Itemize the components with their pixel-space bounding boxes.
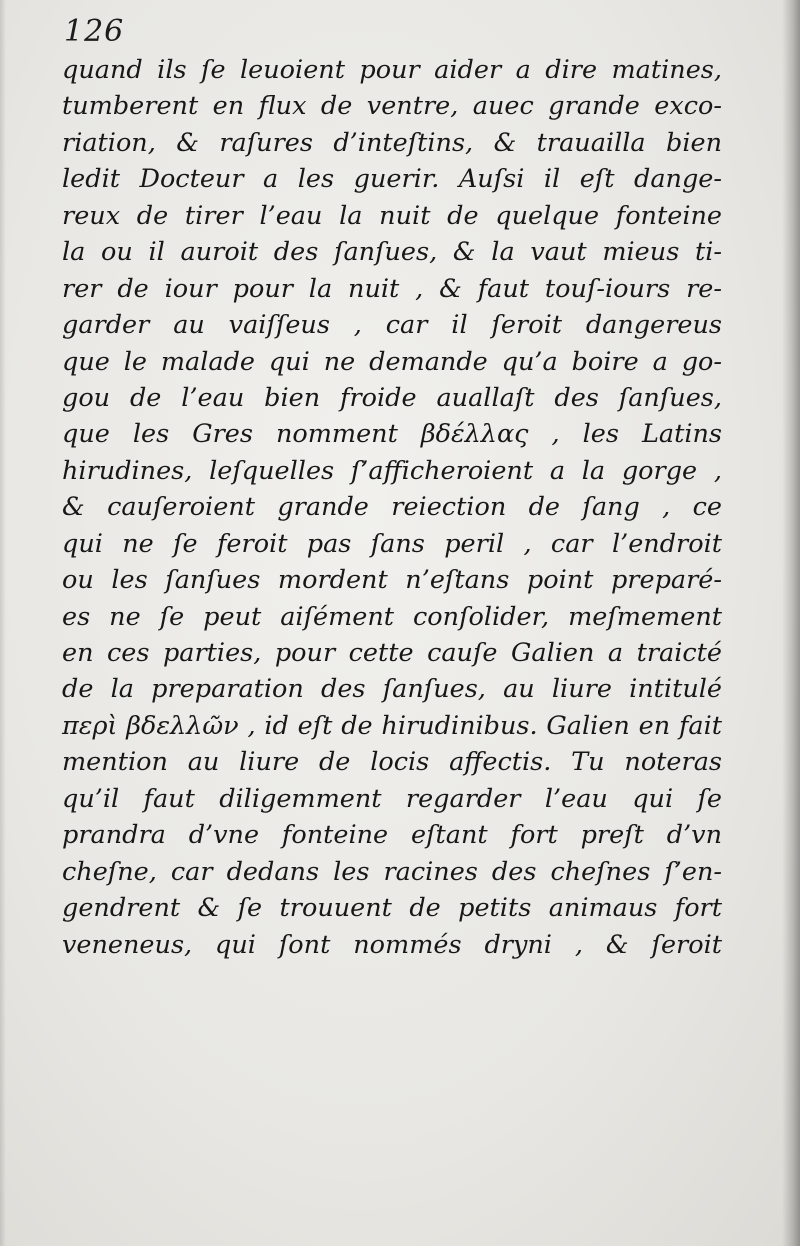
text-line: quand ils ſe leuoient pour aider a dire matines, [62, 55, 722, 85]
text-line: ou les ſanſues mordent n’eſtans point preparé- [62, 565, 722, 596]
text-line: περὶ βδελλῶν , id eſt de hirudinibus. Galien en fait [62, 710, 722, 741]
binding-shadow [782, 0, 800, 1246]
text-line: gou de l’eau bien froide auallaſt des ſanſues, [62, 382, 722, 413]
text-line: prandra d’vne fonteine eſtant fort preſt d’vn [62, 820, 722, 851]
text-line: qu’il faut diligemment regarder l’eau qui ſe [62, 783, 722, 814]
text-line: hirudines, leſquelles ſ’afficheroient a la gorge , [62, 455, 722, 486]
text-line: de la preparation des ſanſues, au liure intitulé [62, 674, 722, 705]
body-text [62, 52, 722, 963]
page-number: 126 [64, 14, 125, 49]
text-line: la ou il auroit des ſanſues, & la vaut mieus ti- [62, 237, 722, 268]
text-line: que le malade qui ne demande qu’a boire a go- [62, 346, 722, 377]
text-line: riation, & raſures d’inteſtins, & trauailla bien [62, 127, 722, 158]
text-line: ledit Docteur a les guerir. Auſsi il eſt dange- [62, 164, 722, 195]
text-line: & cauſeroient grande reiection de ſang , ce [62, 492, 722, 523]
text-line: que les Gres nomment βδέλλας , les Latins [62, 419, 722, 450]
text-line: qui ne ſe feroit pas ſans peril , car l’endroit [62, 528, 722, 559]
text-line: gendrent & ſe trouuent de petits animaus fort [62, 893, 722, 924]
text-line: en ces parties, pour cette cauſe Galien a traicté [62, 638, 722, 668]
text-line: mention au liure de locis affectis. Tu noteras [62, 747, 722, 778]
text-line: rer de iour pour la nuit , & faut touſ-iours re- [62, 273, 722, 304]
text-line: veneneus, qui ſont nommés dryni , & ſeroit [62, 929, 722, 960]
text-line: reux de tirer l’eau la nuit de quelque fonteine [62, 200, 722, 231]
page-left-edge [0, 0, 6, 1246]
text-line: garder au vaiſſeus , car il ſeroit dangereus [62, 310, 722, 341]
text-line: tumberent en flux de ventre, auec grande exco- [62, 91, 722, 122]
text-line: cheſne, car dedans les racines des cheſnes ſ’en- [62, 856, 722, 887]
text-line: es ne ſe peut aiſément conſolider, meſmement [62, 601, 722, 632]
